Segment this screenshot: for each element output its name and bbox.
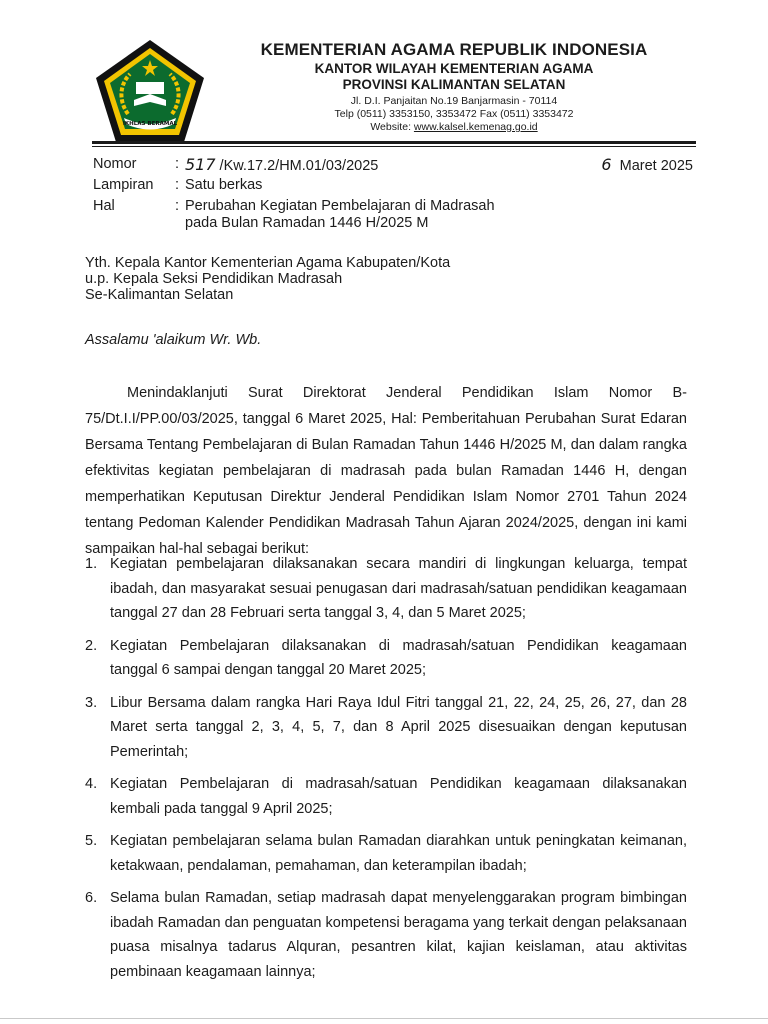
letterhead-rule-thick (92, 141, 696, 144)
lampiran-value: Satu berkas (185, 177, 263, 193)
list-item-text: Libur Bersama dalam rangka Hari Raya Idul Fitri tanggal 21, 22, 24, 25, 26, 27, dan 28 Maret serta tanggal 2, 3, 4, 5, 7, dan 8 April 2025 disesuaikan dengan keputusan Pemerintah; (110, 694, 687, 760)
lampiran-colon: : (175, 177, 180, 193)
office-phone: Telp (0511) 3353150, 3353472 Fax (0511) 3353472 (334, 108, 574, 120)
list-item-number: 3. (85, 694, 98, 711)
hal-line-1: Perubahan Kegiatan Pembelajaran di Madrasah (185, 198, 495, 214)
nomor-handwritten: 517 (185, 155, 216, 174)
date-month-year: Maret 2025 (619, 158, 693, 174)
instruction-list (85, 552, 687, 992)
addressee (85, 255, 450, 303)
addressee-line-1: Yth. Kepala Kantor Kementerian Agama Kabupaten/Kota (85, 255, 451, 271)
list-item (85, 829, 687, 878)
lampiran-row (93, 175, 693, 196)
ministry-name: KEMENTERIAN AGAMA REPUBLIK INDONESIA (260, 40, 648, 59)
logo-motto: IKHLAS BERAMAL (122, 121, 178, 127)
nomor-row (93, 154, 693, 175)
nomor-value (185, 154, 378, 177)
website-label: Website: (370, 121, 411, 133)
nomor-code: /Kw.17.2/HM.01/03/2025 (219, 158, 379, 174)
list-item-text: Kegiatan Pembelajaran di madrasah/satuan Pendidikan keagamaan dilaksanakan kembali pada tanggal 9 April 2025; (110, 776, 687, 817)
office-address: Jl. D.I. Panjaitan No.19 Banjarmasin - 70114 (350, 95, 558, 107)
letterhead (220, 40, 688, 134)
hal-row (93, 196, 693, 236)
hal-label: Hal (93, 198, 115, 214)
website-link[interactable]: www.kalsel.kemenag.go.id (413, 121, 538, 133)
hal-value (185, 198, 495, 232)
list-item-number: 6. (85, 890, 98, 906)
nomor-label: Nomor (93, 156, 137, 172)
greeting: Assalamu 'alaikum Wr. Wb. (85, 332, 262, 348)
province-name: PROVINSI KALIMANTAN SELATAN (342, 77, 566, 92)
list-item-text: Kegiatan pembelajaran dilaksanakan secara mandiri di lingkungan keluarga, tempat ibadah, dan masyarakat sesuai penugasan dari madrasah/satuan pendidikan keagamaan tanggal 27 dan 28 Februari serta tanggal 3, 4, dan 5 Maret 2025; (110, 556, 687, 621)
list-item-number: 2. (85, 637, 98, 654)
office-name: KANTOR WILAYAH KEMENTERIAN AGAMA (314, 61, 594, 76)
list-item (85, 886, 687, 984)
body-paragraph-text: Menindaklanjuti Surat Direktorat Jenderal Pendidikan Islam Nomor B-75/Dt.I.I/PP.00/03/2025, tanggal 6 Maret 2025, Hal: Pemberitahuan Perubahan Surat Edaran Bersama Tentang Pembelajaran di Bulan Ramadan Tahun 1446 H/2025 M, dan dalam rangka efektivitas kegiatan pembelajaran di madrasah pada bulan Ramadan 1446 H, dengan memperhatikan Keputusan Direktur Jenderal Pendidikan Islam Nomor 2701 Tahun 2024 tentang Pedoman Kalender Pendidikan Madrasah Tahun Ajaran 2024/2025, dengan ini kami sampaikan hal-hal sebagai berikut: (85, 385, 687, 557)
addressee-line-3: Se-Kalimantan Selatan (85, 287, 234, 303)
list-item-number: 5. (85, 833, 98, 849)
kemenag-logo-icon (94, 38, 206, 146)
page-edge (0, 1018, 768, 1019)
list-item-number: 4. (85, 776, 98, 792)
letter-date (601, 154, 693, 177)
addressee-line-2: u.p. Kepala Seksi Pendidikan Madrasah (85, 271, 343, 287)
list-item-text: Kegiatan Pembelajaran dilaksanakan di madrasah/satuan Pendidikan keagamaan tanggal 6 sampai dengan tanggal 20 Maret 2025; (110, 637, 687, 678)
letterhead-rule-thin (92, 146, 696, 147)
hal-line-2: pada Bulan Ramadan 1446 H/2025 M (185, 215, 429, 231)
list-item-text: Selama bulan Ramadan, setiap madrasah dapat menyelenggarakan program bimbingan ibadah Ramadan dan penguatan kompetensi beragama yang terkait dengan pelaksanaan puasa misalnya tadarus Alquran, pesantren kilat, kajian keislaman, atau aktivitas pembinaan keagamaan lainnya; (110, 890, 687, 980)
letter-meta (93, 154, 693, 236)
list-item (85, 634, 687, 683)
list-item-number: 1. (85, 556, 98, 572)
hal-colon: : (175, 198, 180, 214)
office-website (220, 121, 688, 134)
list-item (85, 552, 687, 626)
nomor-colon: : (175, 156, 180, 172)
body-paragraph (85, 380, 687, 562)
list-item (85, 772, 687, 821)
lampiran-label: Lampiran (93, 177, 154, 193)
list-item (85, 691, 687, 765)
list-item-text: Kegiatan pembelajaran selama bulan Ramadan diarahkan untuk peningkatan keimanan, ketakwaan, pendalaman, pemahaman, dan keterampilan ibadah; (110, 833, 687, 874)
date-handwritten: 6 (601, 155, 612, 174)
